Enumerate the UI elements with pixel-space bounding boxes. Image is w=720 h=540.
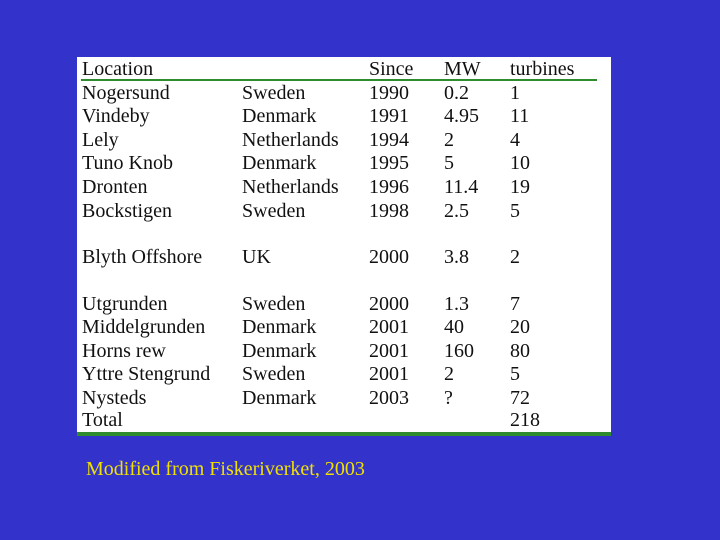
cell-since: 2003 [369,387,409,409]
cell-country: Denmark [242,340,317,362]
cell-turbines: 20 [510,316,530,338]
total-value: 218 [510,409,540,431]
cell-mw: ? [444,387,453,409]
cell-mw: 0.2 [444,82,469,104]
cell-turbines: 10 [510,152,530,174]
cell-location: Nysteds [82,387,147,409]
cell-turbines: 1 [510,82,520,104]
cell-location: Bockstigen [82,200,172,222]
cell-since: 1996 [369,176,409,198]
cell-since: 2001 [369,363,409,385]
header-since: Since [369,58,414,80]
cell-location: Tuno Knob [82,152,173,174]
cell-turbines: 5 [510,200,520,222]
cell-turbines: 72 [510,387,530,409]
cell-location: Middelgrunden [82,316,206,338]
cell-country: UK [242,246,271,268]
cell-mw: 40 [444,316,464,338]
cell-mw: 160 [444,340,474,362]
cell-country: Netherlands [242,176,339,198]
cell-location: Nogersund [82,82,170,104]
cell-turbines: 11 [510,105,530,127]
cell-since: 1995 [369,152,409,174]
cell-since: 1994 [369,129,409,151]
cell-mw: 2.5 [444,200,469,222]
total-label: Total [82,409,123,431]
cell-since: 2001 [369,340,409,362]
cell-turbines: 7 [510,293,520,315]
cell-country: Denmark [242,316,317,338]
cell-mw: 3.8 [444,246,469,268]
header-turbines: turbines [510,58,575,80]
cell-country: Netherlands [242,129,339,151]
bottom-rule [77,432,611,436]
cell-country: Denmark [242,105,317,127]
cell-mw: 4.95 [444,105,479,127]
cell-since: 1991 [369,105,409,127]
cell-country: Denmark [242,152,317,174]
cell-mw: 1.3 [444,293,469,315]
cell-country: Denmark [242,387,317,409]
cell-turbines: 80 [510,340,530,362]
cell-turbines: 19 [510,176,530,198]
cell-turbines: 2 [510,246,520,268]
header-location: Location [82,58,154,80]
cell-country: Sweden [242,82,306,104]
cell-mw: 2 [444,129,454,151]
source-caption: Modified from Fiskeriverket, 2003 [86,458,365,480]
cell-location: Vindeby [82,105,150,127]
cell-since: 1998 [369,200,409,222]
cell-since: 2000 [369,246,409,268]
cell-turbines: 5 [510,363,520,385]
header-mw: MW [444,58,481,80]
cell-since: 1990 [369,82,409,104]
cell-location: Dronten [82,176,148,198]
cell-mw: 11.4 [444,176,479,198]
cell-since: 2001 [369,316,409,338]
cell-turbines: 4 [510,129,520,151]
cell-country: Sweden [242,363,306,385]
cell-location: Yttre Stengrund [82,363,211,385]
wind-farm-table [77,57,611,436]
cell-location: Horns rew [82,340,166,362]
cell-location: Utgrunden [82,293,168,315]
cell-since: 2000 [369,293,409,315]
cell-country: Sweden [242,293,306,315]
cell-location: Blyth Offshore [82,246,203,268]
cell-mw: 5 [444,152,454,174]
cell-country: Sweden [242,200,306,222]
cell-location: Lely [82,129,119,151]
cell-mw: 2 [444,363,454,385]
